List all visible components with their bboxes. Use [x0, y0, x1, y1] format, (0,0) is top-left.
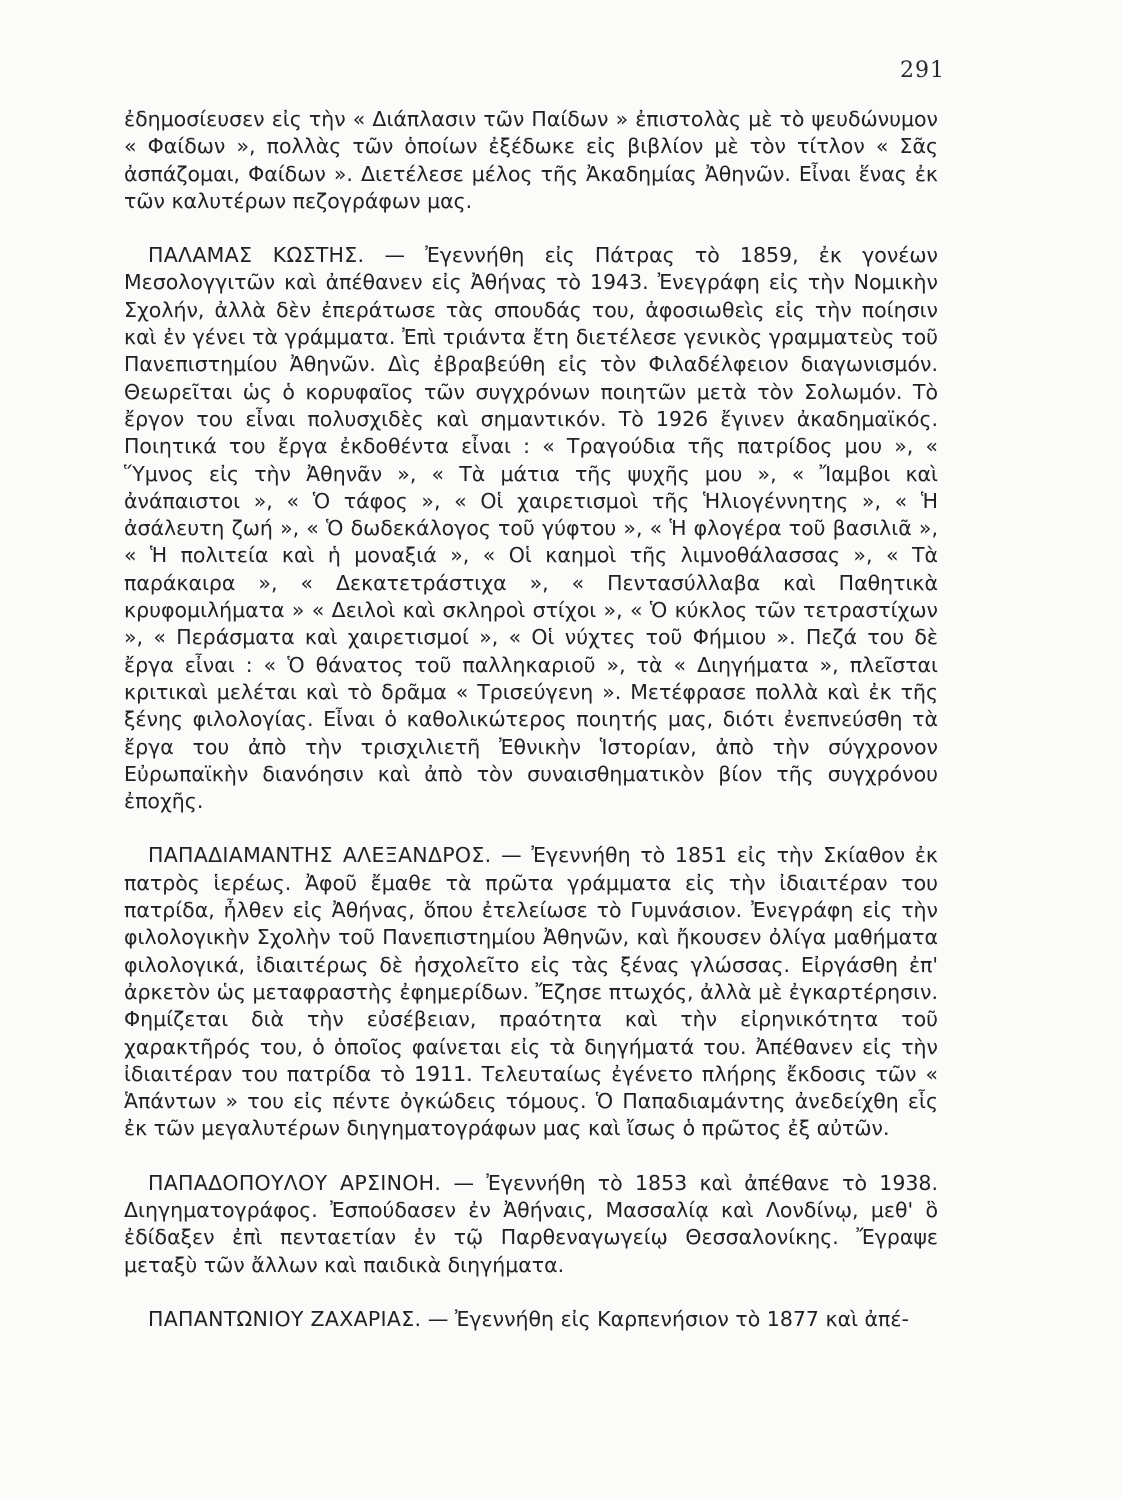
entry-text: — Ἐγεννήθη τὸ 1853 καὶ ἀπέθανε τὸ 1938. Διηγηματογράφος. Ἐσπούδασεν ἐν Ἀθήναις, Μασσαλίᾳ καὶ Λονδίνῳ, μεθ' ὃ ἐδίδαξεν ἐπὶ πενταετίαν ἐν τῷ Παρθεναγωγείῳ Θεσσαλονίκης. Ἔγραψε μεταξὺ τῶν ἄλλων καὶ παιδικὰ διηγήματα. [124, 1170, 938, 1277]
entry-papadiamantis [124, 842, 938, 1142]
entry-name: ΠΑΠΑΔΙΑΜΑΝΤΗΣ ΑΛΕΞΑΝΔΡΟΣ. [148, 843, 492, 868]
text-block [124, 106, 938, 1333]
entry-papadopoulou [124, 1170, 938, 1279]
page-number: 291 [900, 58, 945, 83]
entry-palamas [124, 242, 938, 815]
entry-paragraph [124, 242, 938, 815]
entry-continuation [124, 106, 938, 215]
entry-text: ἐδημοσίευσεν εἰς τὴν « Διάπλασιν τῶν Παίδων » ἐπιστολὰς μὲ τὸ ψευδώνυμον « Φαίδων », πολλὰς τῶν ὁποίων ἐξέδωκε εἰς βιβλίον μὲ τὸν τίτλον « Σᾶς ἀσπάζομαι, Φαίδων ». Διετέλεσε μέλος τῆς Ἀκαδημίας Ἀθηνῶν. Εἶναι ἕνας ἐκ τῶν καλυτέρων πεζογράφων μας. [124, 107, 938, 213]
entry-text: — Ἐγεννήθη τὸ 1851 εἰς τὴν Σκίαθον ἐκ πατρὸς ἱερέως. Ἀφοῦ ἔμαθε τὰ πρῶτα γράμματα εἰς τὴν ἰδιαιτέραν του πατρίδα, ἦλθεν εἰς Ἀθήνας, ὅπου ἐτελείωσε τὸ Γυμνάσιον. Ἐνεγράφη εἰς τὴν φιλολογικὴν Σχολὴν τοῦ Πανεπιστημίου Ἀθηνῶν, καὶ ἤκουσεν ὀλίγα μαθήματα φιλολογικά, ἰδιαιτέρως δὲ ἠσχολεῖτο εἰς τὰς ξένας γλώσσας. Εἰργάσθη ἐπ' ἀρκετὸν ὡς μεταφραστὴς ἐφημερίδων. Ἔζησε πτωχός, ἀλλὰ μὲ ἐγκαρτέρησιν. Φημίζεται διὰ τὴν εὐσέβειαν, πραότητα καὶ τὴν εἰρηνικότητα τοῦ χαρακτῆρός του, ὁ ὁποῖος φαίνεται εἰς τὰ διηγήματά του. Ἀπέθανεν εἰς τὴν ἰδιαιτέραν του πατρίδα τὸ 1911. Τελευταίως ἐγένετο πλήρης ἔκδοσις τῶν « Ἁπάντων » του εἰς πέντε ὀγκώδεις τόμους. Ὁ Παπαδιαμάντης ἀνεδείχθη εἷς ἐκ τῶν μεγαλυτέρων διηγηματογράφων μας καὶ ἴσως ὁ πρῶτος ἐξ αὐτῶν. [124, 843, 938, 1141]
entry-name: ΠΑΛΑΜΑΣ ΚΩΣΤΗΣ. [148, 243, 365, 268]
entry-papantoniou [124, 1306, 938, 1333]
entry-paragraph [124, 1306, 938, 1333]
entry-name: ΠΑΠΑΝΤΩΝΙΟΥ ΖΑΧΑΡΙΑΣ. [148, 1306, 422, 1331]
entry-paragraph [124, 842, 938, 1142]
entry-text: — Ἐγεννήθη εἰς Πάτρας τὸ 1859, ἐκ γονέων Μεσολογγιτῶν καὶ ἀπέθανεν εἰς Ἀθήνας τὸ 1943. Ἐνεγράφη εἰς τὴν Νομικὴν Σχολήν, ἀλλὰ δὲν ἐπεράτωσε τὰς σπουδάς του, ἀφοσιωθεὶς εἰς τὴν ποίησιν καὶ ἐν γένει τὰ γράμματα. Ἐπὶ τριάντα ἔτη διετέλεσε γενικὸς γραμματεὺς τοῦ Πανεπιστημίου Ἀθηνῶν. Δὶς ἐβραβεύθη εἰς τὸν Φιλαδέλφειον διαγωνισμόν. Θεωρεῖται ὡς ὁ κορυφαῖος τῶν συγχρόνων ποιητῶν μετὰ τὸν Σολωμόν. Τὸ ἔργον του εἶναι πολυσχιδὲς καὶ σημαντικόν. Τὸ 1926 ἔγινεν ἀκαδημαϊκός. Ποιητικά του ἔργα ἐκδοθέντα εἶναι : « Τραγούδια τῆς πατρίδος μου », « Ὕμνος εἰς τὴν Ἀθηνᾶν », « Τὰ μάτια τῆς ψυχῆς μου », « Ἴαμβοι καὶ ἀνάπαιστοι », « Ὁ τάφος », « Οἱ χαιρετισμοὶ τῆς Ἡλιογέννητης », « Ἡ ἀσάλευτη ζωή », « Ὁ δωδεκάλογος τοῦ γύφτου », « Ἡ φλογέρα τοῦ βασιλιᾶ », « Ἡ πολιτεία καὶ ἡ μοναξιά », « Οἱ καημοὶ τῆς λιμνοθάλασσας », « Τὰ παράκαιρα », « Δεκατετράστιχα », « Πεντασύλλαβα καὶ Παθητικὰ κρυφομιλήματα » « Δειλοὶ καὶ σκληροὶ στίχοι », « Ὁ κύκλος τῶν τετραστίχων », « Περάσματα καὶ χαιρετισμοί », « Οἱ νύχτες τοῦ Φήμιου ». Πεζά του δὲ ἔργα εἶναι : « Ὁ θάνατος τοῦ παλληκαριοῦ », τὰ « Διηγήματα », πλεῖσται κριτικαὶ μελέται καὶ τὸ δρᾶμα « Τρισεύγενη ». Μετέφρασε πολλὰ καὶ ἐκ τῆς ξένης φιλολογίας. Εἶναι ὁ καθολικώτερος ποιητής μας, διότι ἐνεπνεύσθη τὰ ἔργα του ἀπὸ τὴν τρισχιλιετῆ Ἐθνικὴν Ἱστορίαν, ἀπὸ τὴν σύγχρονον Εὐρωπαϊκὴν διανόησιν καὶ ἀπὸ τὸν συναισθηματικὸν βίον τῆς συγχρόνου ἐποχῆς. [124, 243, 938, 814]
entry-paragraph [124, 1170, 938, 1279]
entry-text: — Ἐγεννήθη εἰς Καρπενήσιον τὸ 1877 καὶ ἀπέ- [421, 1306, 909, 1331]
entry-name: ΠΑΠΑΔΟΠΟΥΛΟΥ ΑΡΣΙΝΟΗ. [148, 1170, 442, 1195]
